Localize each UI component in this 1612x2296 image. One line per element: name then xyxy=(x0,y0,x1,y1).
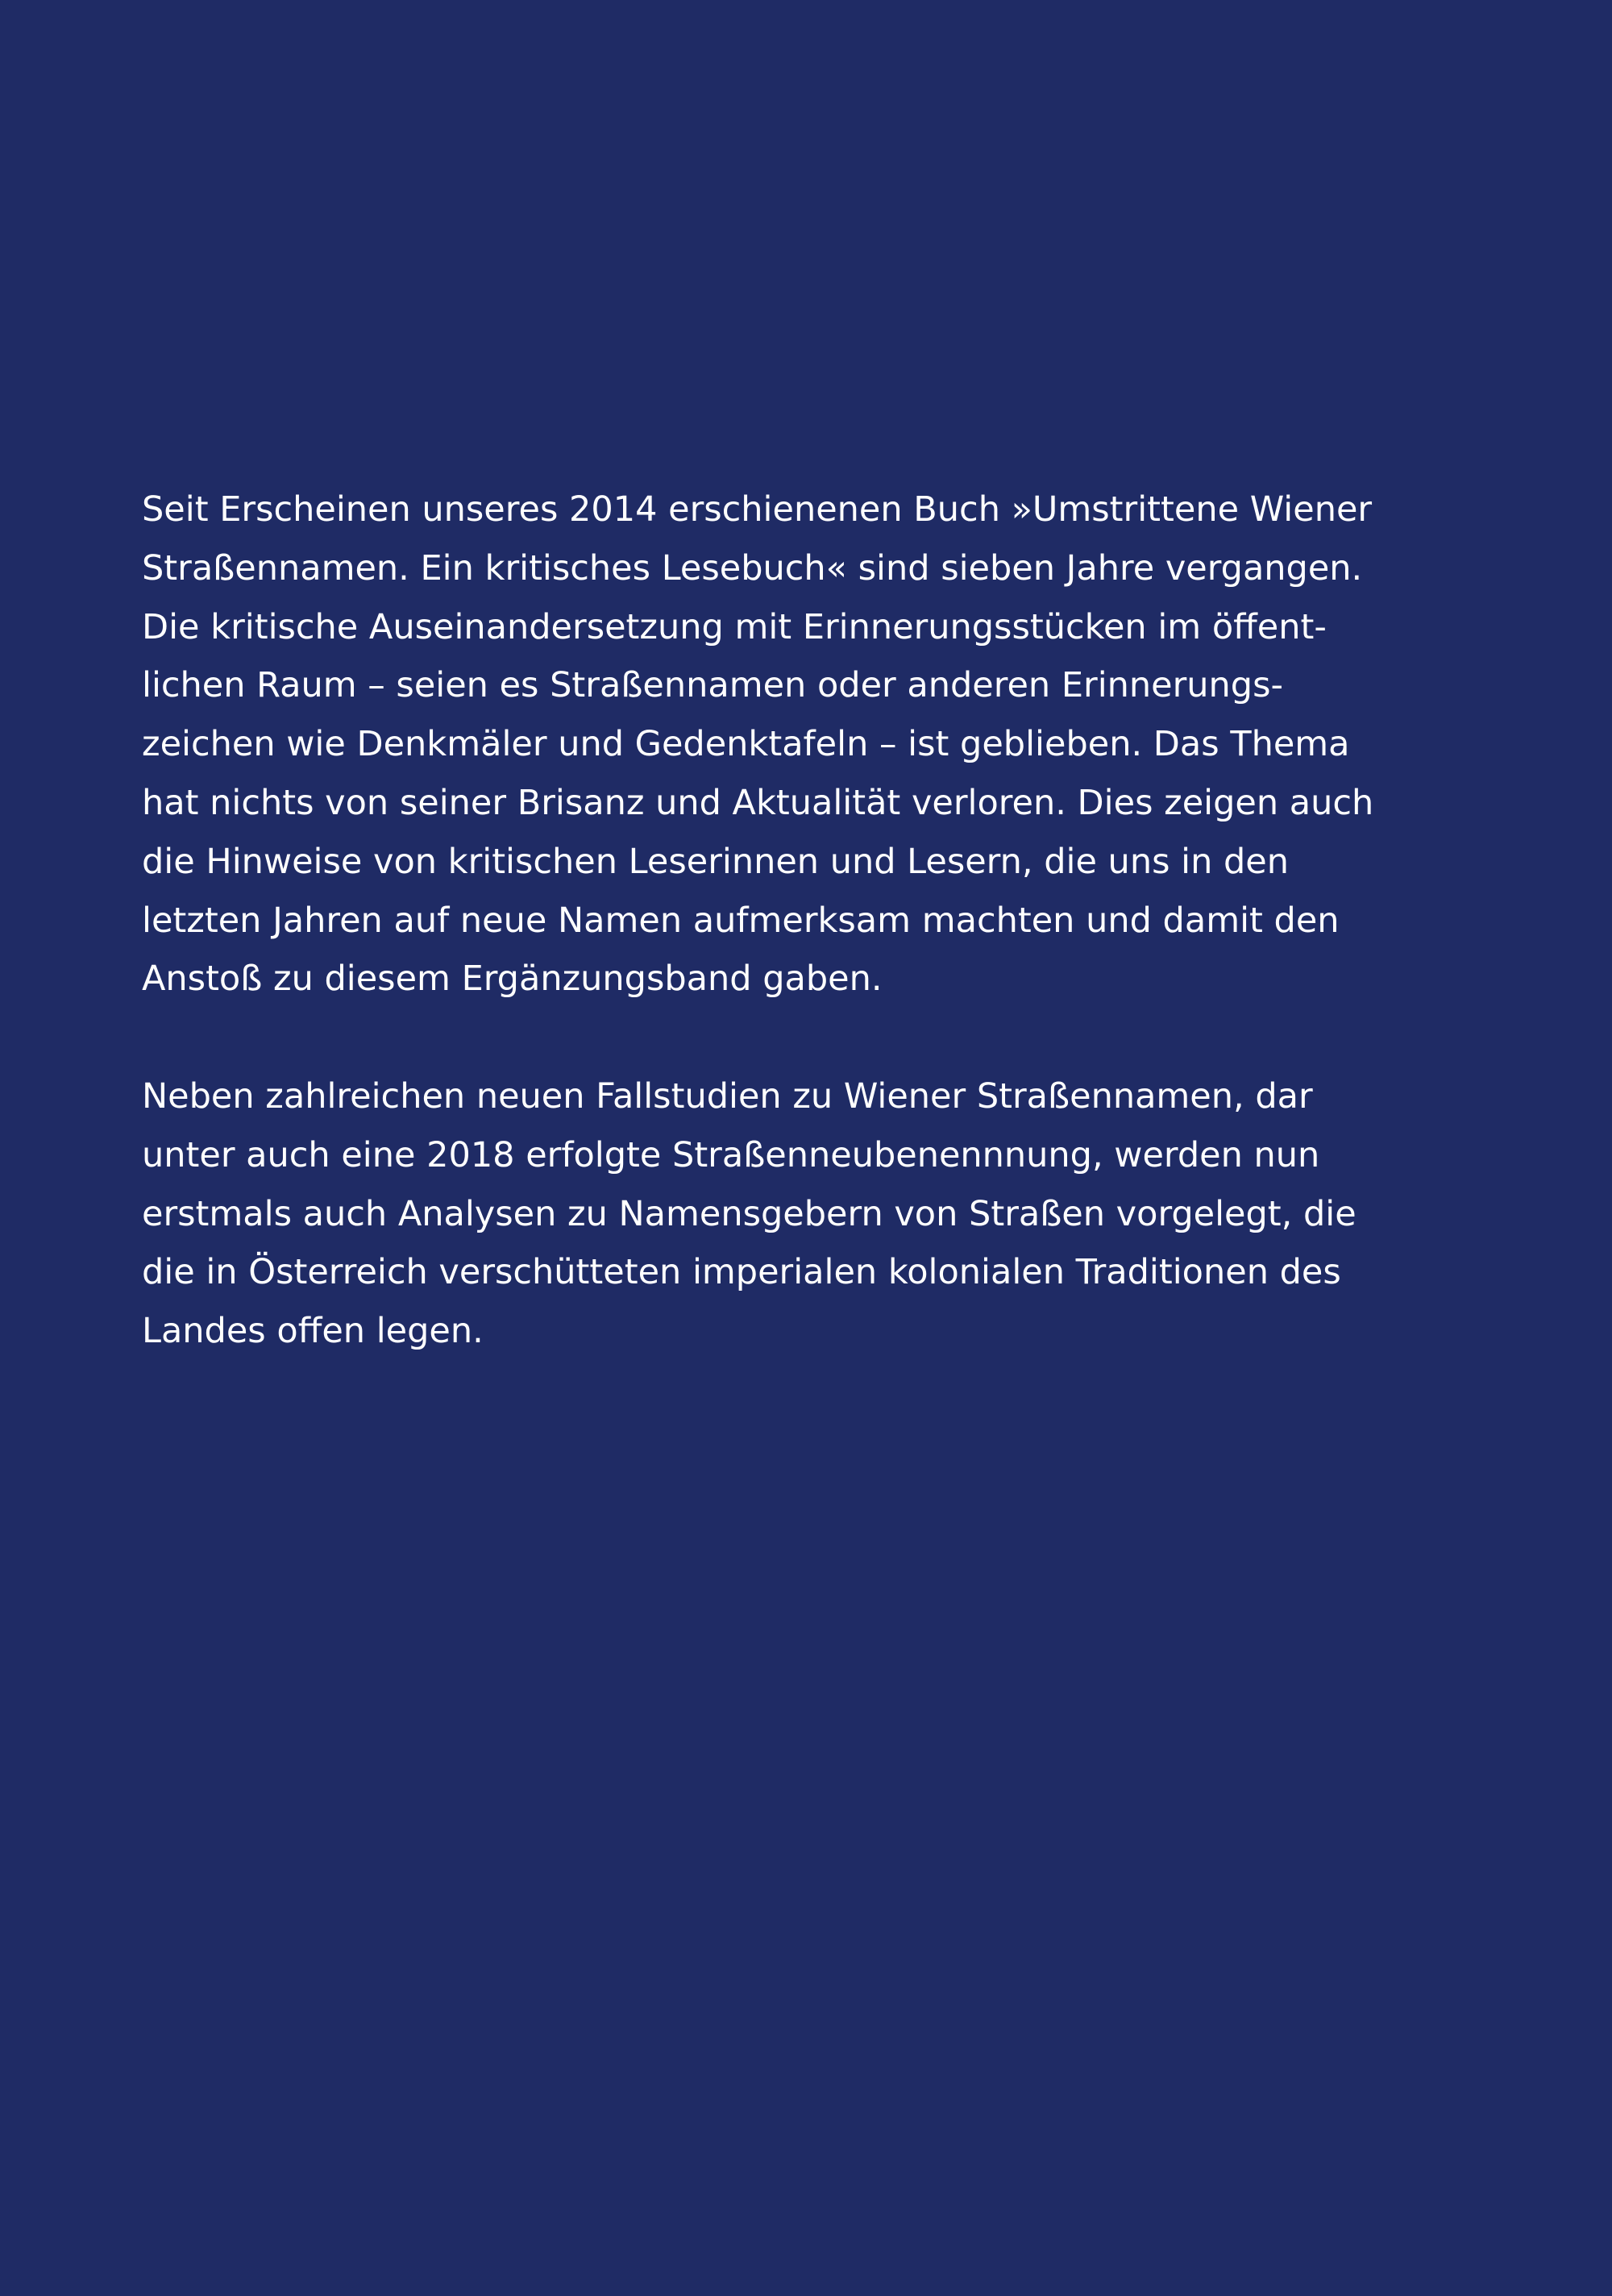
text-line: die in Österreich verschütteten imperialen kolonialen Traditionen des xyxy=(142,1252,1341,1293)
blurb-text xyxy=(142,480,1464,1361)
text-line: Seit Erscheinen unseres 2014 erschienenen Buch »Umstrittene Wiener xyxy=(142,489,1373,530)
text-line: Neben zahlreichen neuen Fallstudien zu Wiener Straßennamen, dar xyxy=(142,1075,1313,1117)
text-line: zeichen wie Denkmäler und Gedenktafeln – ist geblieben. Das Thema xyxy=(142,724,1350,765)
text-line: Straßennamen. Ein kritisches Lesebuch« sind sieben Jahre vergangen. xyxy=(142,547,1363,589)
text-line: unter auch eine 2018 erfolgte Straßenneubenennnung, werden nun xyxy=(142,1134,1320,1175)
paragraph-2 xyxy=(142,1067,1464,1361)
text-line: erstmals auch Analysen zu Namensgebern von Straßen vorgelegt, die xyxy=(142,1193,1356,1234)
text-line: Anstoß zu diesem Ergänzungsband gaben. xyxy=(142,959,883,1000)
text-line: die Hinweise von kritischen Leserinnen und Lesern, die uns in den xyxy=(142,841,1290,882)
text-line: hat nichts von seiner Brisanz und Aktualität verloren. Dies zeigen auch xyxy=(142,782,1374,823)
text-line: Die kritische Auseinandersetzung mit Erinnerungsstücken im öffent- xyxy=(142,606,1327,647)
text-line: lichen Raum – seien es Straßennamen oder anderen Erinnerungs- xyxy=(142,665,1283,706)
text-line: letzten Jahren auf neue Namen aufmerksam machten und damit den xyxy=(142,900,1340,941)
paragraph-spacer xyxy=(142,1009,1464,1067)
text-line: Landes offen legen. xyxy=(142,1311,484,1352)
paragraph-1 xyxy=(142,480,1464,1009)
